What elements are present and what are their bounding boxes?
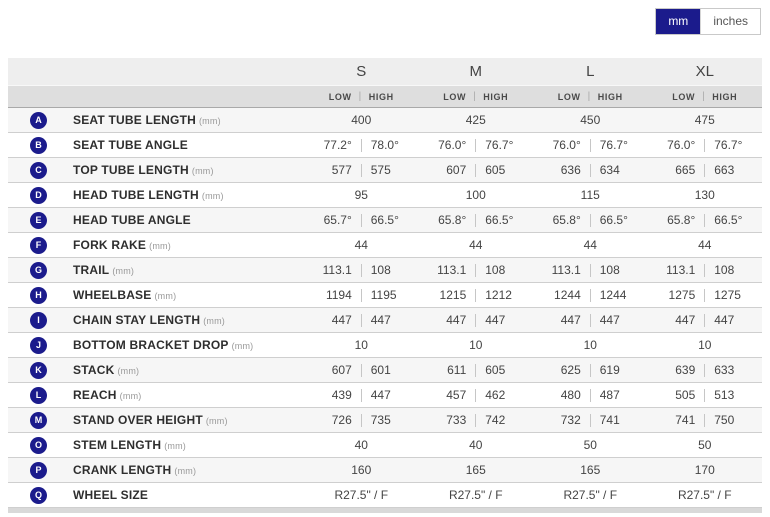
value-single: 44 xyxy=(354,238,368,252)
value-high: 605 xyxy=(485,363,506,377)
row-letter-badge: E xyxy=(30,212,47,229)
value-cell xyxy=(419,258,534,282)
value-cell xyxy=(304,108,419,132)
row-label-cell xyxy=(8,262,304,279)
value-cell xyxy=(419,308,534,332)
row-label: CRANK LENGTH (mm) xyxy=(73,463,197,477)
value-high: 605 xyxy=(485,163,506,177)
row-letter-badge: H xyxy=(30,287,47,304)
value-high: 735 xyxy=(370,413,391,427)
value-high: 108 xyxy=(370,263,391,277)
value-cell xyxy=(419,358,534,382)
value-low: 76.0° xyxy=(667,138,696,152)
row-letter-badge: L xyxy=(30,387,47,404)
table-row xyxy=(8,133,762,158)
value-cell xyxy=(419,158,534,182)
table-row xyxy=(8,433,762,458)
row-label: HEAD TUBE LENGTH (mm) xyxy=(73,188,224,202)
row-letter-badge: A xyxy=(30,112,47,129)
value-low: 636 xyxy=(560,163,581,177)
value-high: 741 xyxy=(599,413,620,427)
value-single: 10 xyxy=(469,338,483,352)
value-cell xyxy=(533,183,648,207)
value-low: 726 xyxy=(331,413,352,427)
value-high: 108 xyxy=(714,263,735,277)
row-label: REACH (mm) xyxy=(73,388,142,402)
value-low: 625 xyxy=(560,363,581,377)
value-low: 77.2° xyxy=(323,138,352,152)
row-unit: (mm) xyxy=(119,391,142,401)
row-label-cell xyxy=(8,162,304,179)
value-cell xyxy=(304,258,419,282)
high-label: HIGH xyxy=(597,91,623,102)
value-single: 115 xyxy=(580,188,600,202)
value-high: 76.7° xyxy=(714,138,743,152)
table-row xyxy=(8,333,762,358)
row-letter-badge: Q xyxy=(30,487,47,504)
value-cell xyxy=(304,308,419,332)
value-cell xyxy=(419,458,534,482)
value-single: 100 xyxy=(465,188,486,202)
value-high: 742 xyxy=(485,413,506,427)
value-cell xyxy=(419,208,534,232)
row-letter-badge: D xyxy=(30,187,47,204)
value-single: 50 xyxy=(698,438,712,452)
value-cell xyxy=(304,233,419,257)
value-cell xyxy=(419,108,534,132)
row-label-cell xyxy=(8,362,304,379)
value-single: 44 xyxy=(698,238,712,252)
value-high: 575 xyxy=(370,163,391,177)
value-low: 732 xyxy=(560,413,581,427)
table-row xyxy=(8,208,762,233)
top-bar xyxy=(0,0,770,58)
row-letter-badge: J xyxy=(30,337,47,354)
value-single: 44 xyxy=(583,238,597,252)
value-cell xyxy=(648,158,763,182)
row-label-cell xyxy=(8,462,304,479)
row-unit: (mm) xyxy=(164,441,186,451)
value-single: 40 xyxy=(469,438,483,452)
value-low: 113.1 xyxy=(322,263,352,277)
value-cell xyxy=(419,383,534,407)
row-letter-badge: B xyxy=(30,137,47,154)
value-high: 1244 xyxy=(599,288,627,302)
value-cell xyxy=(419,183,534,207)
value-low: 447 xyxy=(331,313,352,327)
value-high: 601 xyxy=(370,363,391,377)
low-label: LOW xyxy=(443,91,467,102)
value-cell xyxy=(648,333,763,357)
row-letter-badge: C xyxy=(30,162,47,179)
value-low: 665 xyxy=(675,163,696,177)
value-high: 447 xyxy=(599,313,620,327)
table-row xyxy=(8,383,762,408)
value-high: 108 xyxy=(485,263,506,277)
value-high: 66.5° xyxy=(599,213,628,227)
value-high: 447 xyxy=(370,313,391,327)
row-letter-badge: P xyxy=(30,462,47,479)
row-unit: (mm) xyxy=(198,116,221,126)
value-single: R27.5" / F xyxy=(334,488,389,502)
value-single: 160 xyxy=(351,463,372,477)
row-label: TOP TUBE LENGTH (mm) xyxy=(73,163,214,177)
value-cell xyxy=(533,333,648,357)
value-low: 1244 xyxy=(554,288,581,302)
value-low: 611 xyxy=(447,363,467,377)
row-unit: (mm) xyxy=(117,366,140,376)
lowhigh-separator: | xyxy=(358,91,362,102)
unit-inches-button[interactable]: inches xyxy=(700,9,760,34)
size-header-xl: XL xyxy=(695,63,714,80)
value-cell xyxy=(304,283,419,307)
value-cell xyxy=(304,483,419,507)
low-label: LOW xyxy=(328,91,352,102)
row-label-cell xyxy=(8,387,304,404)
value-cell xyxy=(304,358,419,382)
value-cell xyxy=(648,133,763,157)
row-label: STAND OVER HEIGHT (mm) xyxy=(73,413,228,427)
value-high: 663 xyxy=(714,163,735,177)
value-low: 1275 xyxy=(668,288,696,302)
lowhigh-header-l xyxy=(533,91,648,102)
value-cell xyxy=(648,108,763,132)
value-single: 40 xyxy=(354,438,368,452)
unit-mm-button[interactable]: mm xyxy=(656,9,700,34)
value-single: 130 xyxy=(694,188,715,202)
high-label: HIGH xyxy=(368,91,394,102)
value-cell xyxy=(533,208,648,232)
value-low: 607 xyxy=(446,163,467,177)
lowhigh-separator: | xyxy=(473,91,477,102)
row-letter-badge: I xyxy=(30,312,47,329)
lowhigh-header-row xyxy=(8,86,762,108)
value-cell xyxy=(304,433,419,457)
row-unit: (mm) xyxy=(149,241,171,251)
row-label: STEM LENGTH (mm) xyxy=(73,438,186,452)
value-low: 447 xyxy=(560,313,581,327)
geometry-table xyxy=(8,58,762,508)
row-unit: (mm) xyxy=(205,416,228,426)
value-single: 400 xyxy=(351,113,372,127)
value-cell xyxy=(533,133,648,157)
value-cell xyxy=(533,308,648,332)
table-body xyxy=(8,108,762,508)
table-row xyxy=(8,408,762,433)
value-cell xyxy=(304,408,419,432)
high-label: HIGH xyxy=(712,91,738,102)
row-label-cell xyxy=(8,137,304,154)
value-cell xyxy=(533,233,648,257)
value-cell xyxy=(648,308,763,332)
value-low: 505 xyxy=(675,388,696,402)
value-cell xyxy=(648,483,763,507)
row-unit: (mm) xyxy=(174,466,197,476)
value-high: 1275 xyxy=(714,288,741,302)
next-section-strip xyxy=(8,508,762,513)
row-label: BOTTOM BRACKET DROP (mm) xyxy=(73,338,254,352)
table-row xyxy=(8,483,762,508)
value-cell xyxy=(533,258,648,282)
value-low: 113.1 xyxy=(666,263,696,277)
lowhigh-header-s xyxy=(304,91,419,102)
value-low: 447 xyxy=(446,313,467,327)
row-label-cell xyxy=(8,212,304,229)
value-high: 1212 xyxy=(485,288,512,302)
value-cell xyxy=(533,108,648,132)
value-cell xyxy=(648,233,763,257)
value-low: 480 xyxy=(560,388,581,402)
row-label-cell xyxy=(8,287,304,304)
value-low: 65.8° xyxy=(438,213,467,227)
row-label-cell xyxy=(8,187,304,204)
row-letter-badge: K xyxy=(30,362,47,379)
row-label-cell xyxy=(8,312,304,329)
row-label-cell xyxy=(8,437,304,454)
lowhigh-separator: | xyxy=(702,91,706,102)
value-cell xyxy=(533,408,648,432)
row-label: WHEEL SIZE xyxy=(73,488,149,502)
table-row xyxy=(8,308,762,333)
value-high: 108 xyxy=(599,263,620,277)
value-low: 439 xyxy=(331,388,352,402)
value-cell xyxy=(648,358,763,382)
value-cell xyxy=(648,258,763,282)
size-header-m: M xyxy=(469,63,482,80)
row-unit: (mm) xyxy=(191,166,214,176)
value-single: R27.5" / F xyxy=(677,488,732,502)
size-header-s: S xyxy=(356,63,367,80)
table-row xyxy=(8,258,762,283)
value-cell xyxy=(419,233,534,257)
value-low: 76.0° xyxy=(552,138,581,152)
row-letter-badge: O xyxy=(30,437,47,454)
unit-toggle xyxy=(655,8,761,35)
value-low: 447 xyxy=(675,313,696,327)
row-label: CHAIN STAY LENGTH (mm) xyxy=(73,313,225,327)
row-unit: (mm) xyxy=(201,191,224,201)
value-cell xyxy=(648,408,763,432)
lowhigh-header-m xyxy=(419,91,534,102)
table-row xyxy=(8,458,762,483)
value-cell xyxy=(304,158,419,182)
value-high: 66.5° xyxy=(370,213,399,227)
value-cell xyxy=(533,158,648,182)
value-cell xyxy=(533,433,648,457)
row-label-cell xyxy=(8,237,304,254)
value-single: 10 xyxy=(583,338,597,352)
value-cell xyxy=(648,458,763,482)
table-row xyxy=(8,358,762,383)
value-high: 76.7° xyxy=(485,138,514,152)
value-single: 44 xyxy=(469,238,483,252)
value-low: 457 xyxy=(446,388,467,402)
value-high: 1195 xyxy=(370,288,397,302)
value-low: 733 xyxy=(446,413,467,427)
row-unit: (mm) xyxy=(231,341,254,351)
value-single: 95 xyxy=(354,188,368,202)
value-cell xyxy=(533,483,648,507)
table-row xyxy=(8,283,762,308)
low-label: LOW xyxy=(672,91,696,102)
value-cell xyxy=(648,208,763,232)
value-cell xyxy=(533,383,648,407)
value-single: R27.5" / F xyxy=(448,488,503,502)
value-high: 66.5° xyxy=(485,213,514,227)
value-cell xyxy=(304,333,419,357)
value-high: 447 xyxy=(370,388,391,402)
value-high: 750 xyxy=(714,413,735,427)
value-single: 165 xyxy=(465,463,486,477)
value-cell xyxy=(533,283,648,307)
row-label: TRAIL (mm) xyxy=(73,263,135,277)
value-single: 425 xyxy=(465,113,486,127)
value-low: 577 xyxy=(331,163,352,177)
value-single: R27.5" / F xyxy=(563,488,618,502)
row-label-cell xyxy=(8,487,304,504)
value-cell xyxy=(648,383,763,407)
value-cell xyxy=(648,283,763,307)
row-label-cell xyxy=(8,337,304,354)
value-low: 1194 xyxy=(325,288,352,302)
value-cell xyxy=(419,408,534,432)
row-label: STACK (mm) xyxy=(73,363,140,377)
value-high: 76.7° xyxy=(599,138,628,152)
value-low: 639 xyxy=(675,363,696,377)
value-high: 619 xyxy=(599,363,620,377)
value-cell xyxy=(533,358,648,382)
high-label: HIGH xyxy=(483,91,509,102)
row-label: SEAT TUBE ANGLE xyxy=(73,138,189,152)
row-unit: (mm) xyxy=(154,291,177,301)
value-cell xyxy=(304,458,419,482)
value-cell xyxy=(304,133,419,157)
row-label: SEAT TUBE LENGTH (mm) xyxy=(73,113,221,127)
row-letter-badge: M xyxy=(30,412,47,429)
value-single: 170 xyxy=(694,463,715,477)
row-label: HEAD TUBE ANGLE xyxy=(73,213,191,227)
value-cell xyxy=(533,458,648,482)
value-cell xyxy=(419,283,534,307)
value-low: 607 xyxy=(331,363,352,377)
lowhigh-separator: | xyxy=(587,91,591,102)
value-cell xyxy=(419,483,534,507)
row-letter-badge: G xyxy=(30,262,47,279)
table-row xyxy=(8,233,762,258)
value-low: 65.8° xyxy=(667,213,696,227)
value-single: 450 xyxy=(580,113,601,127)
lowhigh-header-xl xyxy=(648,91,763,102)
value-single: 50 xyxy=(583,438,597,452)
value-high: 634 xyxy=(599,163,620,177)
value-single: 10 xyxy=(354,338,368,352)
value-low: 65.7° xyxy=(323,213,352,227)
value-cell xyxy=(419,133,534,157)
row-label: WHEELBASE (mm) xyxy=(73,288,177,302)
size-header-l: L xyxy=(586,63,595,80)
value-high: 513 xyxy=(714,388,735,402)
row-letter-badge: F xyxy=(30,237,47,254)
value-cell xyxy=(648,183,763,207)
value-cell xyxy=(648,433,763,457)
low-label: LOW xyxy=(557,91,581,102)
value-low: 741 xyxy=(675,413,696,427)
value-cell xyxy=(304,383,419,407)
value-high: 633 xyxy=(714,363,735,377)
value-high: 447 xyxy=(485,313,506,327)
value-single: 10 xyxy=(698,338,712,352)
table-row xyxy=(8,183,762,208)
table-row xyxy=(8,108,762,133)
value-cell xyxy=(419,333,534,357)
value-single: 475 xyxy=(694,113,715,127)
row-label-cell xyxy=(8,112,304,129)
value-cell xyxy=(304,208,419,232)
value-low: 76.0° xyxy=(438,138,467,152)
row-label-cell xyxy=(8,412,304,429)
value-high: 487 xyxy=(599,388,620,402)
value-cell xyxy=(419,433,534,457)
value-low: 113.1 xyxy=(437,263,467,277)
row-unit: (mm) xyxy=(112,266,135,276)
size-header-row xyxy=(8,58,762,86)
value-low: 1215 xyxy=(439,288,467,302)
value-high: 462 xyxy=(485,388,506,402)
value-low: 113.1 xyxy=(551,263,581,277)
value-low: 65.8° xyxy=(552,213,581,227)
table-row xyxy=(8,158,762,183)
value-single: 165 xyxy=(580,463,601,477)
value-high: 66.5° xyxy=(714,213,743,227)
value-high: 447 xyxy=(714,313,735,327)
row-unit: (mm) xyxy=(203,316,225,326)
value-cell xyxy=(304,183,419,207)
value-high: 78.0° xyxy=(370,138,399,152)
row-label: FORK RAKE (mm) xyxy=(73,238,171,252)
